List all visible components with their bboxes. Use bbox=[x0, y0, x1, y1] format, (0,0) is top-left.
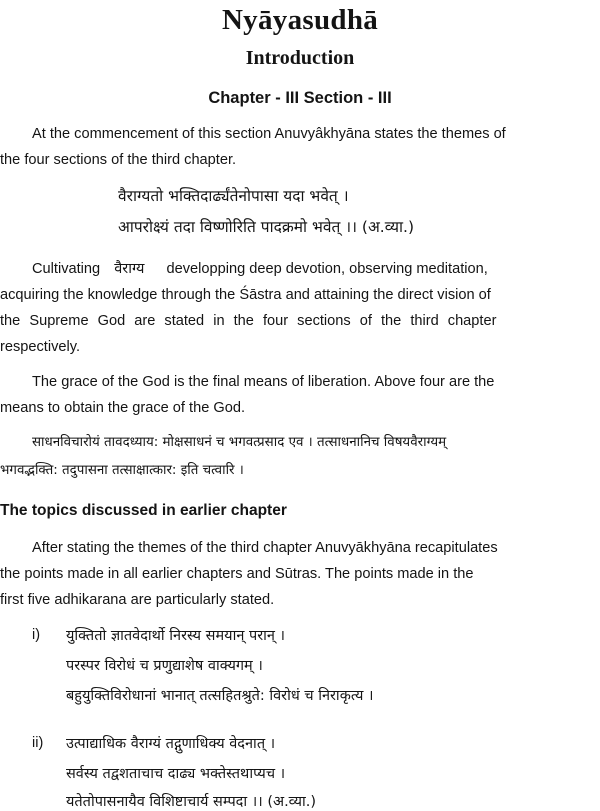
paragraph-line: first five adhikarana are particularly stated. bbox=[0, 592, 275, 608]
page-title: Nyāyasudhā bbox=[221, 4, 379, 36]
paragraph-line: At the commencement of this section Anuvyâkhyāna states the themes of bbox=[32, 126, 506, 142]
paragraph-text: developping deep devotion, observing meditation, bbox=[166, 261, 488, 277]
sanskrit-verse-line: यतेतोपासनायैव विशिष्टाचार्य सम्पदा ।। (अ.व्या.) bbox=[66, 794, 317, 810]
sanskrit-verse-line: युक्तितो ज्ञातवेदार्थो निरस्य समयान् परान् । bbox=[66, 628, 286, 644]
sanskrit-verse-line: परस्पर विरोधं च प्रणुद्याशेष वाक्यगम् । bbox=[66, 658, 263, 674]
sanskrit-verse-line: आपरोक्ष्यं तदा विष्णोरिति पादक्रमो भवेत् ।। (अ.व्या.) bbox=[118, 218, 415, 236]
sanskrit-verse-line: बहुयुक्तिविरोधानां भानात् तत्सहितश्रुते: विरोधं च निराकृत्य । bbox=[66, 688, 374, 704]
paragraph-line: means to obtain the grace of the God. bbox=[0, 400, 246, 416]
paragraph-line: acquiring the knowledge through the Śāstra and attaining the direct vision of bbox=[0, 287, 491, 303]
paragraph-line bbox=[32, 256, 488, 282]
list-marker: i) bbox=[32, 627, 41, 643]
paragraph-line: The grace of the God is the final means of liberation. Above four are the bbox=[32, 374, 495, 390]
paragraph-line: the points made in all earlier chapters and Sūtras. The points made in the bbox=[0, 566, 474, 582]
paragraph-line: the Supreme God are stated in the four sections of the third chapter bbox=[0, 313, 497, 329]
paragraph-line: respectively. bbox=[0, 339, 81, 355]
sanskrit-word: वैराग्य bbox=[114, 261, 145, 277]
page-subtitle: Introduction bbox=[245, 47, 355, 69]
chapter-heading: Chapter - III Section - III bbox=[208, 89, 392, 107]
list-marker: ii) bbox=[32, 735, 44, 751]
sanskrit-line: साधनविचारोयं तावदध्याय: मोक्षसाधनं च भगवत्प्रसाद एव । तत्साधनानिच विषयवैराग्यम् bbox=[32, 435, 447, 450]
paragraph-line: the four sections of the third chapter. bbox=[0, 152, 237, 168]
sanskrit-line: भगवद्भक्ति: तदुपासना तत्साक्षात्कार: इति चत्वारि । bbox=[0, 463, 244, 478]
sanskrit-verse-line: वैराग्यतो भक्तिदार्ढ्यंतेनोपासा यदा भवेत् । bbox=[118, 187, 349, 205]
paragraph-text: Cultivating bbox=[32, 261, 101, 277]
paragraph-line: After stating the themes of the third chapter Anuvyākhyāna recapitulates bbox=[32, 540, 498, 556]
sanskrit-verse-line: सर्वस्य तद्वशताचाच दाढ्य भक्तेस्तथाप्यच । bbox=[66, 766, 286, 782]
sanskrit-verse-line: उत्पाद्याधिक वैराग्यं तद्गुणाधिक्य वेदनात् । bbox=[66, 736, 276, 752]
section-heading: The topics discussed in earlier chapter bbox=[0, 502, 287, 519]
